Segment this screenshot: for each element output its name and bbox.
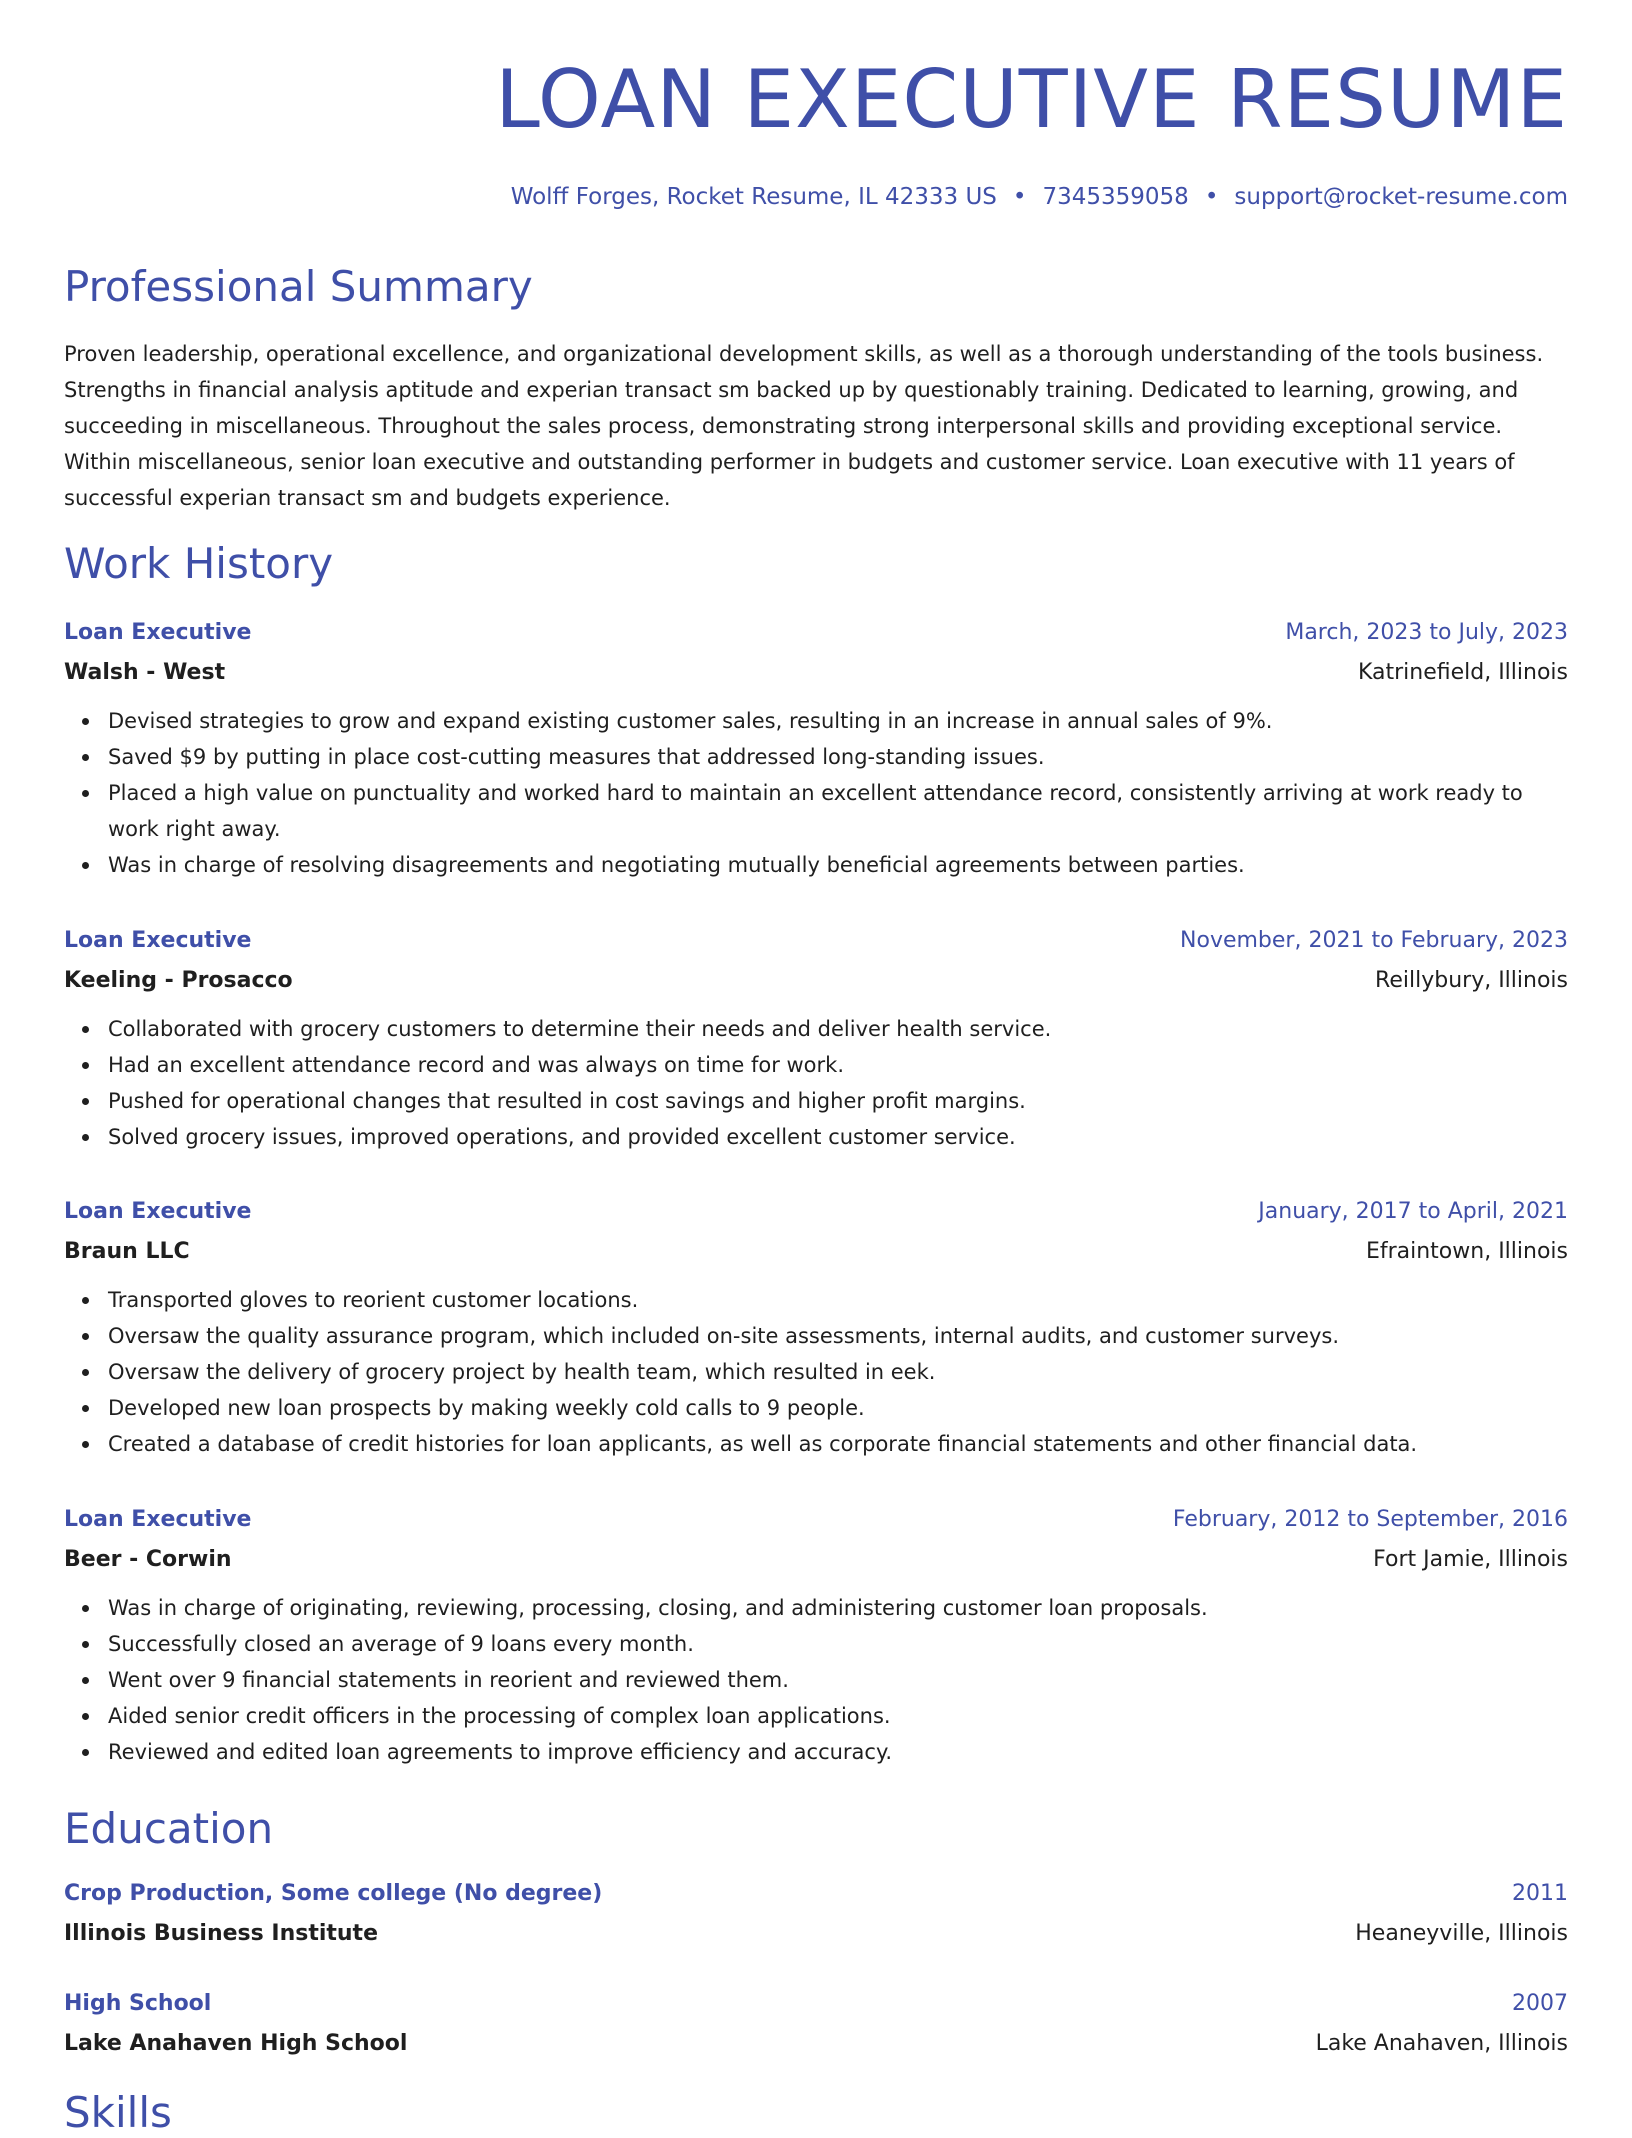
job-dates: February, 2012 to September, 2016 bbox=[1172, 1507, 1568, 1532]
list-item: Placed a high value on punctuality and worked hard to maintain an excellent attendance record, consistently arriving at work ready to work right away. bbox=[108, 775, 1568, 847]
job-company: Keeling - Prosacco bbox=[64, 968, 293, 993]
job-company: Braun LLC bbox=[64, 1239, 190, 1264]
job-role: Loan Executive bbox=[64, 1199, 252, 1224]
education-entry bbox=[64, 1984, 1568, 2064]
education-location: Lake Anahaven, Illinois bbox=[1315, 2031, 1568, 2056]
job-role: Loan Executive bbox=[64, 620, 252, 645]
section-heading-education: Education bbox=[64, 1804, 274, 1853]
list-item: Transported gloves to reorient customer locations. bbox=[108, 1282, 1568, 1318]
education-location: Heaneyville, Illinois bbox=[1355, 1921, 1568, 1946]
education-year: 2011 bbox=[1512, 1881, 1568, 1906]
education-school: Lake Anahaven High School bbox=[64, 2031, 408, 2056]
list-item: Had an excellent attendance record and was always on time for work. bbox=[108, 1047, 1568, 1083]
job-company: Beer - Corwin bbox=[64, 1547, 232, 1572]
list-item: Successfully closed an average of 9 loans every month. bbox=[108, 1626, 1568, 1662]
education-school: Illinois Business Institute bbox=[64, 1921, 378, 1946]
list-item: Was in charge of originating, reviewing, processing, closing, and administering customer loan proposals. bbox=[108, 1590, 1568, 1626]
education-program: Crop Production, Some college (No degree) bbox=[64, 1881, 603, 1906]
job-dates: March, 2023 to July, 2023 bbox=[1285, 620, 1568, 645]
job-bullets bbox=[64, 703, 1568, 883]
list-item: Oversaw the delivery of grocery project by health team, which resulted in eek. bbox=[108, 1354, 1568, 1390]
job-role: Loan Executive bbox=[64, 928, 252, 953]
list-item: Reviewed and edited loan agreements to improve efficiency and accuracy. bbox=[108, 1734, 1568, 1770]
job-entry bbox=[64, 921, 1568, 1155]
list-item: Collaborated with grocery customers to determine their needs and deliver health service. bbox=[108, 1011, 1568, 1047]
job-dates: January, 2017 to April, 2021 bbox=[1258, 1199, 1568, 1224]
job-bullets bbox=[64, 1282, 1568, 1462]
job-location: Efraintown, Illinois bbox=[1365, 1239, 1568, 1264]
contact-email: support@rocket-resume.com bbox=[1234, 184, 1568, 210]
job-bullets bbox=[64, 1590, 1568, 1770]
contact-line bbox=[511, 182, 1568, 212]
contact-phone: 7345359058 bbox=[1042, 184, 1189, 210]
job-role: Loan Executive bbox=[64, 1507, 252, 1532]
job-location: Katrinefield, Illinois bbox=[1357, 660, 1568, 685]
job-dates: November, 2021 to February, 2023 bbox=[1180, 928, 1568, 953]
job-location: Fort Jamie, Illinois bbox=[1373, 1547, 1568, 1572]
section-heading-summary: Professional Summary bbox=[64, 262, 533, 311]
contact-separator: • bbox=[1204, 184, 1219, 210]
list-item: Devised strategies to grow and expand existing customer sales, resulting in an increase in annual sales of 9%. bbox=[108, 703, 1568, 739]
list-item: Solved grocery issues, improved operations, and provided excellent customer service. bbox=[108, 1119, 1568, 1155]
education-program: High School bbox=[64, 1991, 212, 2016]
list-item: Went over 9 financial statements in reorient and reviewed them. bbox=[108, 1662, 1568, 1698]
job-location: Reillybury, Illinois bbox=[1375, 968, 1568, 993]
job-entry bbox=[64, 1192, 1568, 1462]
job-entry bbox=[64, 1500, 1568, 1770]
contact-address: Wolff Forges, Rocket Resume, IL 42333 US bbox=[510, 184, 997, 210]
job-company: Walsh - West bbox=[64, 660, 226, 685]
list-item: Pushed for operational changes that resulted in cost savings and higher profit margins. bbox=[108, 1083, 1568, 1119]
education-entry bbox=[64, 1874, 1568, 1954]
list-item: Developed new loan prospects by making weekly cold calls to 9 people. bbox=[108, 1390, 1568, 1426]
job-bullets bbox=[64, 1011, 1568, 1155]
section-heading-work: Work History bbox=[64, 539, 334, 588]
section-heading-skills: Skills bbox=[64, 2088, 172, 2137]
list-item: Oversaw the quality assurance program, which included on-site assessments, internal audits, and customer surveys. bbox=[108, 1318, 1568, 1354]
list-item: Was in charge of resolving disagreements and negotiating mutually beneficial agreements between parties. bbox=[108, 847, 1568, 883]
contact-separator: • bbox=[1012, 184, 1027, 210]
list-item: Aided senior credit officers in the processing of complex loan applications. bbox=[108, 1698, 1568, 1734]
summary-text: Proven leadership, operational excellence, and organizational development skills, as well as a thorough understanding of the tools business. Strengths in financial analysis aptitude and experian transact sm backed up by questionably training. Dedicated to learning, growing, and succeeding in miscellaneous. Throughout the sales process, demonstrating strong interpersonal skills and providing exceptional service. Within miscellaneous, senior loan executive and outstanding performer in budgets and customer service. Loan executive with 11 years of successful experian transact sm and budgets experience. bbox=[64, 342, 1544, 510]
resume-title: LOAN EXECUTIVE RESUME bbox=[495, 53, 1568, 146]
list-item: Created a database of credit histories for loan applicants, as well as corporate financial statements and other financial data. bbox=[108, 1426, 1568, 1462]
job-entry bbox=[64, 613, 1568, 883]
list-item: Saved $9 by putting in place cost-cutting measures that addressed long-standing issues. bbox=[108, 739, 1568, 775]
education-year: 2007 bbox=[1512, 1991, 1568, 2016]
